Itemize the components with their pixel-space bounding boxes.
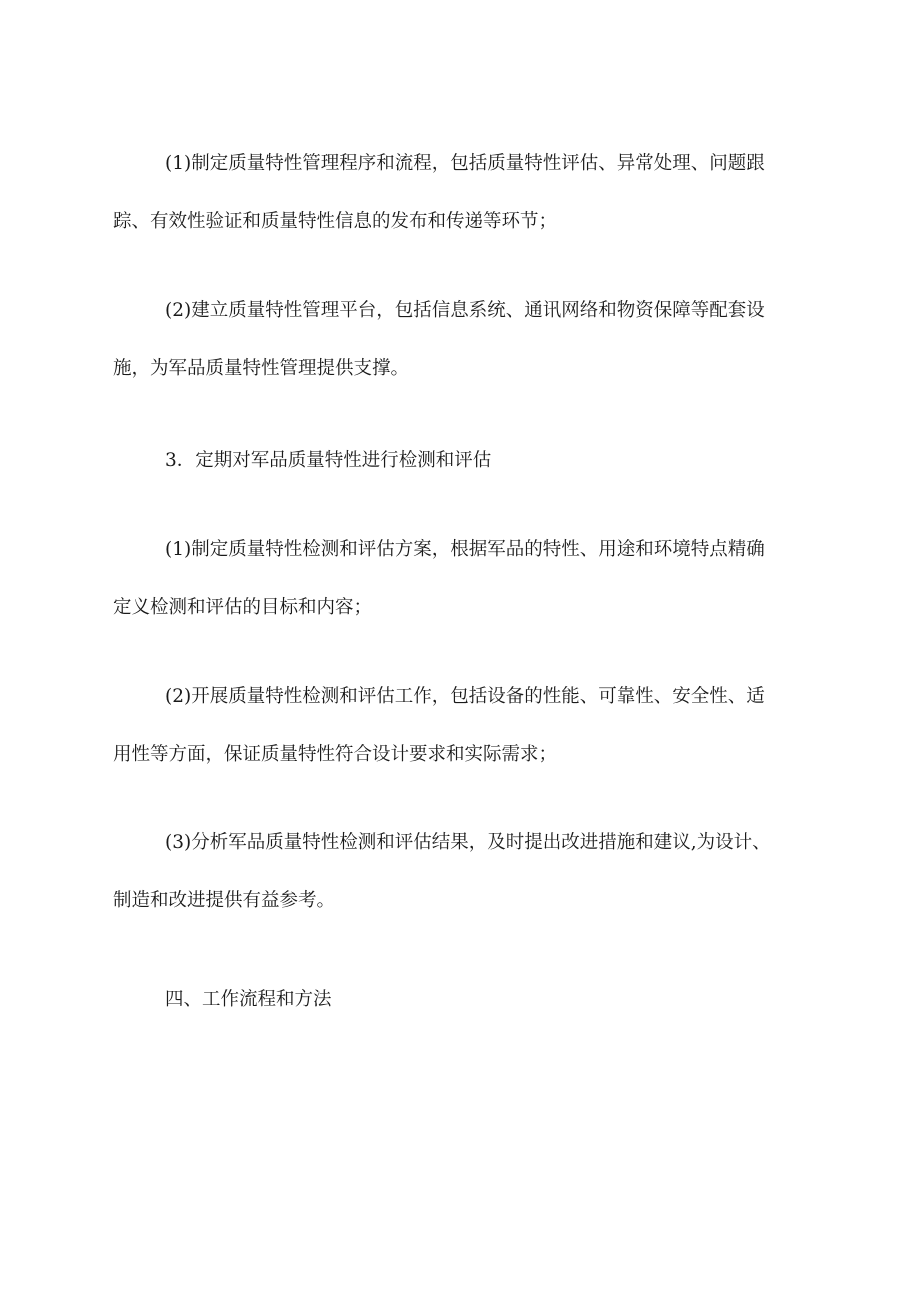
paragraph-line: 制造和改进提供有益参考。 bbox=[113, 890, 336, 911]
section-heading-4: 四、工作流程和方法 bbox=[165, 989, 332, 1010]
paragraph-line: 踪、有效性验证和质量特性信息的发布和传递等环节； bbox=[113, 211, 558, 232]
paragraph-line: (3)分析军品质量特性检测和评估结果，及时提出改进措施和建议,为设计、 bbox=[165, 832, 771, 853]
paragraph-line: (2)开展质量特性检测和评估工作，包括设备的性能、可靠性、安全性、适 bbox=[165, 686, 765, 707]
paragraph-1 bbox=[113, 135, 848, 251]
paragraph-3 bbox=[113, 521, 848, 637]
paragraph-4 bbox=[113, 668, 848, 784]
paragraph-line: 用性等方面，保证质量特性符合设计要求和实际需求； bbox=[113, 744, 558, 765]
paragraph-line: 定义检测和评估的目标和内容； bbox=[113, 597, 373, 618]
paragraph-5 bbox=[113, 814, 848, 930]
paragraph-line: (2)建立质量特性管理平台，包括信息系统、通讯网络和物资保障等配套设 bbox=[165, 300, 765, 321]
section-heading-3: 3．定期对军品质量特性进行检测和评估 bbox=[165, 450, 492, 471]
paragraph-line: (1)制定质量特性检测和评估方案，根据军品的特性、用途和环境特点精确 bbox=[165, 539, 765, 560]
paragraph-line: 施，为军品质量特性管理提供支撑。 bbox=[113, 358, 410, 379]
paragraph-2 bbox=[113, 282, 848, 398]
paragraph-line: (1)制定质量特性管理程序和流程，包括质量特性评估、异常处理、问题跟 bbox=[165, 153, 765, 174]
